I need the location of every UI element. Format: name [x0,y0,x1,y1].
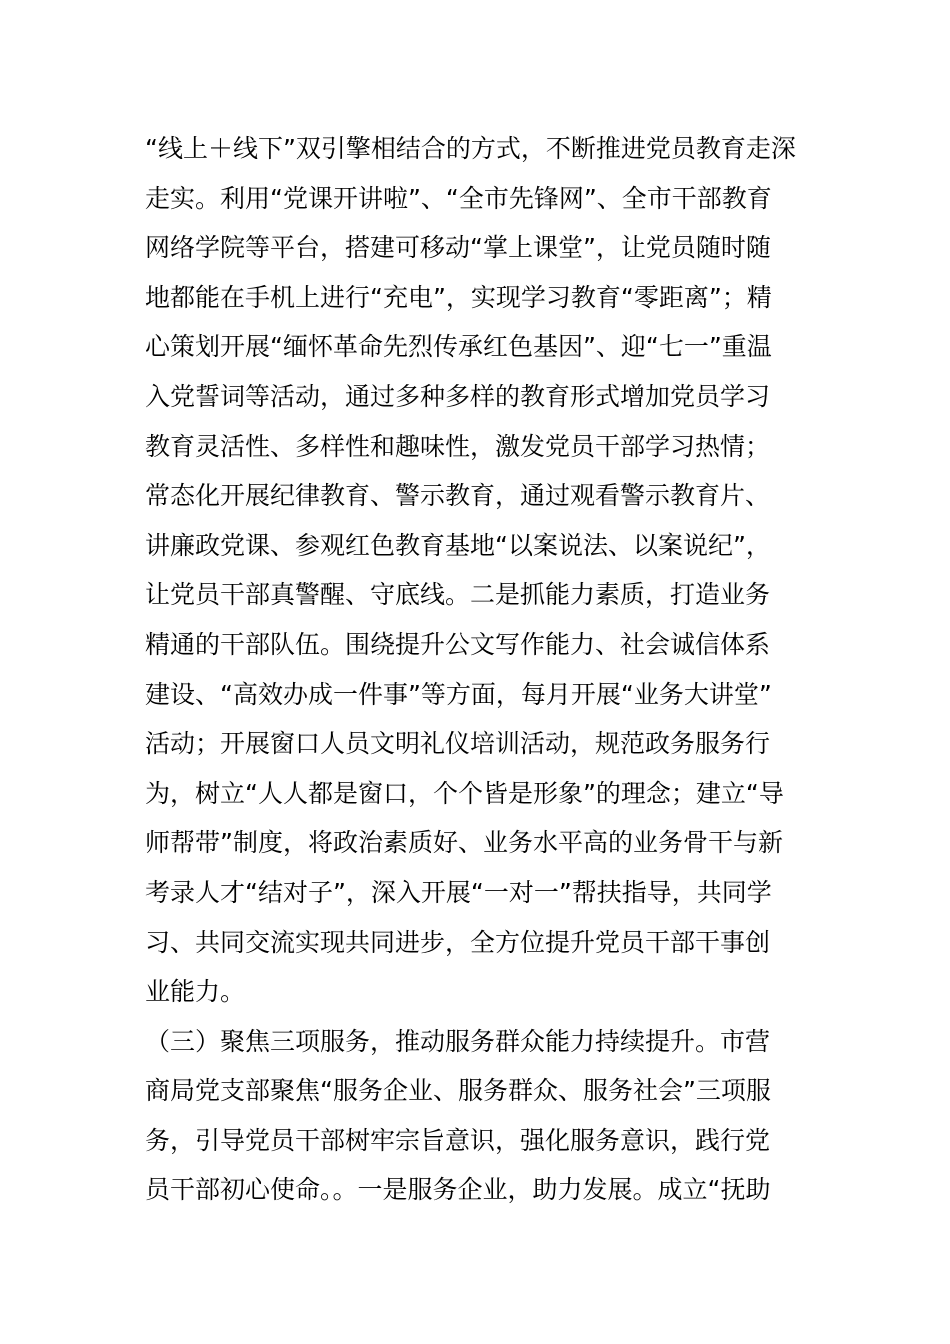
text-line: 教育灵活性、多样性和趣味性，激发党员干部学习热情； [145,431,771,461]
text-line: 走实。利用“党课开讲啦”、“全市先锋网”、全市干部教育 [145,183,772,213]
text-line: 地都能在手机上进行“充电”，实现学习教育“零距离”；精 [145,282,772,312]
text-line: 习、共同交流实现共同进步，全方位提升党员干部干事创 [145,927,771,957]
text-line: 建设、“高效办成一件事”等方面，每月开展“业务大讲堂” [145,679,772,709]
text-line: 让党员干部真警醒、守底线。二是抓能力素质，打造业务 [145,580,771,610]
section-heading-line: （三）聚焦三项服务，推动服务群众能力持续提升。市营 [145,1026,771,1056]
text-line: 活动；开展窗口人员文明礼仪培训活动，规范政务服务行 [145,729,771,759]
text-line: 网络学院等平台，搭建可移动“掌上课堂”，让党员随时随 [145,233,771,263]
text-line: 心策划开展“缅怀革命先烈传承红色基因”、迎“七一”重温 [145,332,772,362]
text-line: 讲廉政党课、参观红色教育基地“以案说法、以案说纪”， [145,530,771,560]
text-line: 员干部初心使命。。一是服务企业，助力发展。成立“抚助 [145,1175,771,1205]
body-text [145,124,815,1215]
text-line: 务，引导党员干部树牢宗旨意识，强化服务意识，践行党 [145,1125,771,1155]
text-line: “线上＋线下”双引擎相结合的方式，不断推进党员教育走深 [145,134,796,163]
text-line: 业能力。 [145,977,246,1007]
text-line: 为，树立“人人都是窗口，个个皆是形象”的理念；建立“导 [145,778,784,808]
text-line: 商局党支部聚焦“服务企业、服务群众、服务社会”三项服 [145,1076,771,1106]
text-line: 入党誓词等活动，通过多种多样的教育形式增加党员学习 [145,381,771,411]
text-line: 精通的干部队伍。围绕提升公文写作能力、社会诚信体系 [145,629,771,659]
text-line: 师帮带”制度，将政治素质好、业务水平高的业务骨干与新 [145,828,783,858]
text-line: 常态化开展纪律教育、警示教育，通过观看警示教育片、 [145,481,771,511]
text-line: 考录人才“结对子”，深入开展“一对一”帮扶指导，共同学 [145,877,772,907]
